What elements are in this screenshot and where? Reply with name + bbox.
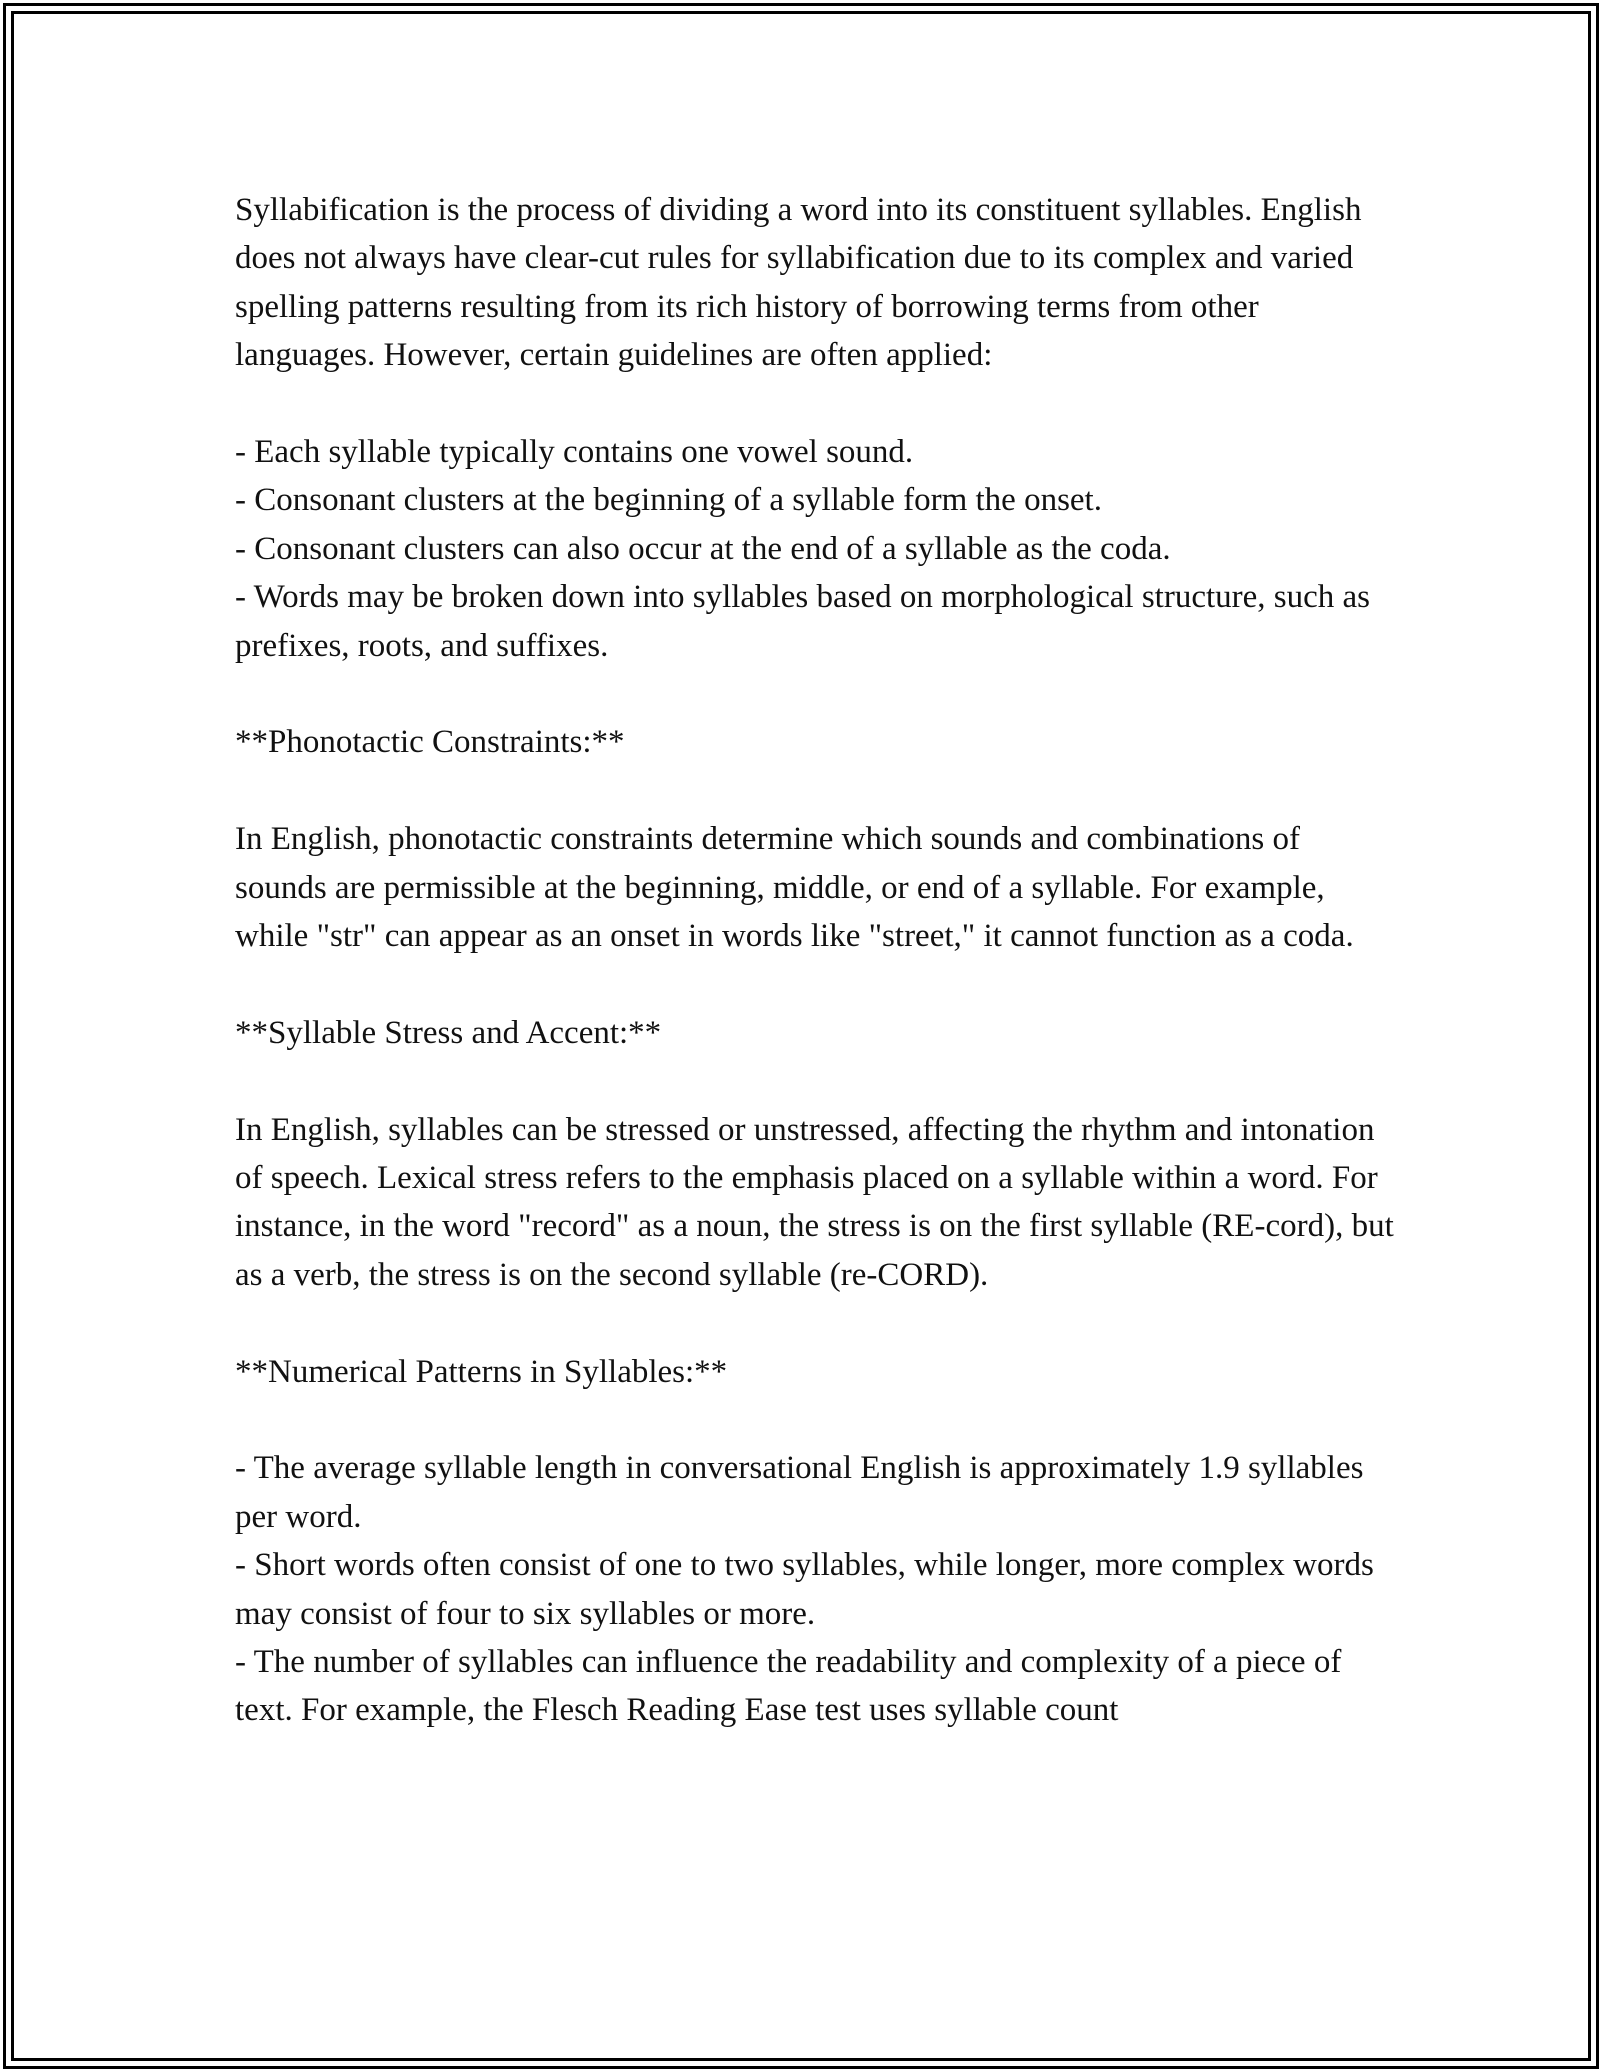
guideline-item: - Consonant clusters at the beginning of a syllable form the onset. bbox=[235, 482, 1102, 519]
spacer bbox=[235, 960, 1395, 1008]
spacer bbox=[235, 1057, 1395, 1105]
guideline-item: - Consonant clusters can also occur at the end of a syllable as the coda. bbox=[235, 530, 1171, 567]
intro-paragraph: Syllabification is the process of dividing a word into its constituent syllables. English does not always have clear-cut rules for syllabification due to its complex and varied spelling patterns resulting from its rich history of borrowing terms from other languages. However, certain guidelines are often applied: bbox=[235, 192, 1362, 374]
numerical-item: - The average syllable length in conversational English is approximately 1.9 syllables per word. bbox=[235, 1450, 1364, 1535]
phonotactic-heading: **Phonotactic Constraints:** bbox=[235, 724, 625, 761]
numerical-item: - The number of syllables can influence the readability and complexity of a piece of text. For example, the Flesch Reading Ease test uses syllable count bbox=[235, 1644, 1342, 1729]
phonotactic-paragraph: In English, phonotactic constraints determine which sounds and combinations of sounds are permissible at the beginning, middle, or end of a syllable. For example, while "str" can appear as an onset in words like "street," it cannot function as a coda. bbox=[235, 821, 1354, 955]
spacer bbox=[235, 670, 1395, 718]
guideline-item: - Each syllable typically contains one vowel sound. bbox=[235, 434, 914, 471]
spacer bbox=[235, 1299, 1395, 1347]
numerical-item: - Short words often consist of one to two syllables, while longer, more complex words may consist of four to six syllables or more. bbox=[235, 1547, 1374, 1632]
numerical-heading: **Numerical Patterns in Syllables:** bbox=[235, 1353, 728, 1390]
spacer bbox=[235, 767, 1395, 815]
document-body bbox=[235, 186, 1395, 1735]
spacer bbox=[235, 1396, 1395, 1444]
stress-heading: **Syllable Stress and Accent:** bbox=[235, 1014, 662, 1051]
spacer bbox=[235, 380, 1395, 428]
guideline-item: - Words may be broken down into syllables based on morphological structure, such as prefixes, roots, and suffixes. bbox=[235, 579, 1371, 664]
stress-paragraph: In English, syllables can be stressed or unstressed, affecting the rhythm and intonation of speech. Lexical stress refers to the emphasis placed on a syllable within a word. For instance, in the word "record" as a noun, the stress is on the first syllable (RE-cord), but as a verb, the stress is on the second syllable (re-CORD). bbox=[235, 1111, 1394, 1293]
